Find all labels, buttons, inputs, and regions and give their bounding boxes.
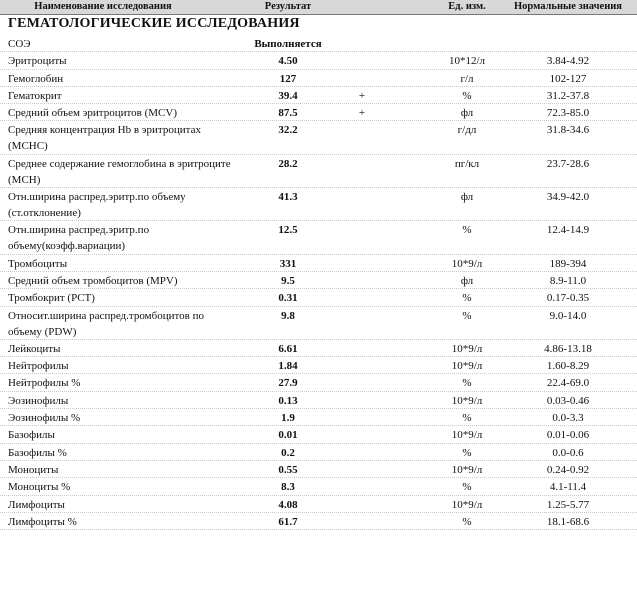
table-row (0, 289, 637, 306)
row-name: Лимфоциты (8, 498, 65, 511)
row-name: Эозинофилы % (8, 412, 81, 425)
row-result: 32.2 (278, 124, 298, 137)
row-name: Тромбоциты (8, 257, 68, 270)
row-norm: 4.86-13.18 (544, 342, 592, 355)
row-result: 27.9 (278, 377, 298, 390)
row-name: СОЭ (8, 38, 31, 50)
table-row (0, 461, 637, 478)
row-name: Относит.ширина распред.тромбоцитов по объему (PDW) (8, 309, 204, 338)
row-norm: 8.9-11.0 (549, 274, 587, 287)
row-norm: 0.01-0.06 (546, 429, 590, 442)
table-row (0, 255, 637, 272)
row-result: 127 (279, 72, 297, 85)
row-norm: 31.2-37.8 (546, 89, 590, 102)
row-result: 9.5 (281, 274, 295, 287)
row-name: Базофилы (8, 429, 55, 442)
row-result: Выполняется (254, 38, 322, 50)
row-unit: г/л (460, 72, 474, 85)
row-unit: % (462, 309, 472, 322)
header-norm: Нормальные значения (514, 1, 622, 12)
row-norm: 22.4-69.0 (546, 377, 590, 390)
row-norm: 18.1-68.6 (546, 515, 590, 528)
row-unit: 10*9/л (451, 342, 483, 355)
row-result: 41.3 (278, 191, 298, 204)
row-result: 1.9 (281, 412, 295, 425)
row-unit: фл (460, 191, 474, 204)
row-result: 8.3 (281, 481, 295, 494)
row-norm: 0.17-0.35 (546, 292, 590, 305)
table-row (0, 307, 637, 340)
row-unit: г/дл (457, 124, 477, 137)
table-row (0, 87, 637, 104)
row-unit: 10*9/л (451, 463, 483, 476)
row-name: Эозинофилы (8, 394, 69, 407)
header-result: Результат (264, 1, 312, 12)
row-name: Моноциты % (8, 481, 71, 494)
table-row (0, 104, 637, 121)
row-norm: 0.03-0.46 (546, 394, 590, 407)
row-unit: 10*9/л (451, 360, 483, 373)
row-name: Тромбокрит (PCT) (8, 292, 95, 305)
row-norm: 1.60-8.29 (546, 360, 590, 373)
row-result: 1.84 (278, 360, 298, 373)
row-result: 4.50 (278, 55, 298, 68)
row-unit: 10*9/л (451, 429, 483, 442)
row-unit: фл (460, 107, 474, 120)
table-row (0, 496, 637, 513)
row-norm: 4.1-11.4 (549, 481, 587, 494)
row-result: 61.7 (278, 515, 298, 528)
row-name: Эритроциты (8, 55, 67, 68)
table-header (0, 0, 637, 15)
table-row (0, 272, 637, 289)
row-name: Лимфоциты % (8, 515, 77, 528)
row-name: Средняя концентрация Hb в эритроцитах (MCHC) (8, 124, 201, 153)
row-unit: % (462, 292, 472, 305)
row-result: 6.61 (278, 342, 298, 355)
row-result: 4.08 (278, 498, 298, 511)
row-name: Базофилы % (8, 446, 67, 459)
row-name: Отн.ширина распред.эритр.по объему (ст.отклонение) (8, 191, 186, 220)
row-flag: + (358, 107, 366, 120)
table-row (0, 444, 637, 461)
header-unit: Ед. изм. (448, 1, 486, 12)
row-norm: 0.0-0.6 (552, 446, 584, 459)
row-norm: 0.24-0.92 (546, 463, 590, 476)
row-norm: 1.25-5.77 (546, 498, 590, 511)
row-unit: 10*9/л (451, 394, 483, 407)
table-row (0, 188, 637, 221)
row-unit: 10*12/л (448, 55, 486, 68)
results-table (0, 35, 637, 530)
row-name: Средний объем эритроцитов (MCV) (8, 107, 178, 120)
row-unit: пг/кл (454, 157, 480, 170)
row-result: 87.5 (278, 107, 298, 120)
row-norm: 23.7-28.6 (546, 157, 590, 170)
row-norm: 9.0-14.0 (549, 309, 587, 322)
row-norm: 72.3-85.0 (546, 107, 590, 120)
row-name: Моноциты (8, 463, 59, 476)
table-row (0, 426, 637, 443)
row-name: Нейтрофилы (8, 360, 69, 373)
row-unit: % (462, 481, 472, 494)
row-result: 12.5 (278, 224, 298, 237)
row-unit: % (462, 446, 472, 459)
table-row (0, 513, 637, 530)
row-norm: 189-394 (549, 257, 587, 270)
row-result: 39.4 (278, 89, 298, 102)
table-row (0, 70, 637, 87)
table-row (0, 121, 637, 154)
table-row (0, 155, 637, 188)
row-name: Гематокрит (8, 89, 62, 102)
row-name: Гемоглобин (8, 72, 64, 85)
row-unit: % (462, 89, 472, 102)
row-name: Лейкоциты (8, 342, 61, 355)
row-result: 0.2 (281, 446, 295, 459)
table-row (0, 374, 637, 391)
row-result: 0.01 (278, 429, 298, 442)
row-norm: 0.0-3.3 (552, 412, 584, 425)
row-norm: 34.9-42.0 (546, 191, 590, 204)
row-unit: 10*9/л (451, 498, 483, 511)
table-row (0, 392, 637, 409)
row-result: 9.8 (281, 309, 295, 322)
row-name: Нейтрофилы % (8, 377, 81, 390)
row-name: Отн.ширина распред.эритр.по объему(коэфф.вариации) (8, 224, 150, 253)
row-unit: % (462, 515, 472, 528)
row-unit: % (462, 224, 472, 237)
row-norm: 3.84-4.92 (546, 55, 590, 68)
row-result: 0.31 (278, 292, 298, 305)
row-result: 331 (279, 257, 297, 270)
table-row (0, 221, 637, 254)
table-row (0, 478, 637, 495)
row-unit: фл (460, 274, 474, 287)
section-title: ГЕМАТОЛОГИЧЕСКИЕ ИССЛЕДОВАНИЯ (8, 16, 300, 31)
row-result: 28.2 (278, 157, 298, 170)
row-norm: 12.4-14.9 (546, 224, 590, 237)
row-result: 0.55 (278, 463, 298, 476)
table-row (0, 35, 637, 52)
row-flag: + (358, 89, 366, 102)
row-norm: 31.8-34.6 (546, 124, 590, 137)
table-row (0, 409, 637, 426)
row-name: Среднее содержание гемоглобина в эритроците (MCH) (8, 157, 231, 186)
row-unit: % (462, 412, 472, 425)
row-unit: 10*9/л (451, 257, 483, 270)
row-norm: 102-127 (549, 72, 587, 85)
table-row (0, 357, 637, 374)
row-result: 0.13 (278, 394, 298, 407)
row-unit: % (462, 377, 472, 390)
table-row (0, 340, 637, 357)
table-row (0, 52, 637, 69)
header-name: Наименование исследования (34, 1, 172, 12)
row-name: Средний объем тромбоцитов (MPV) (8, 274, 178, 287)
